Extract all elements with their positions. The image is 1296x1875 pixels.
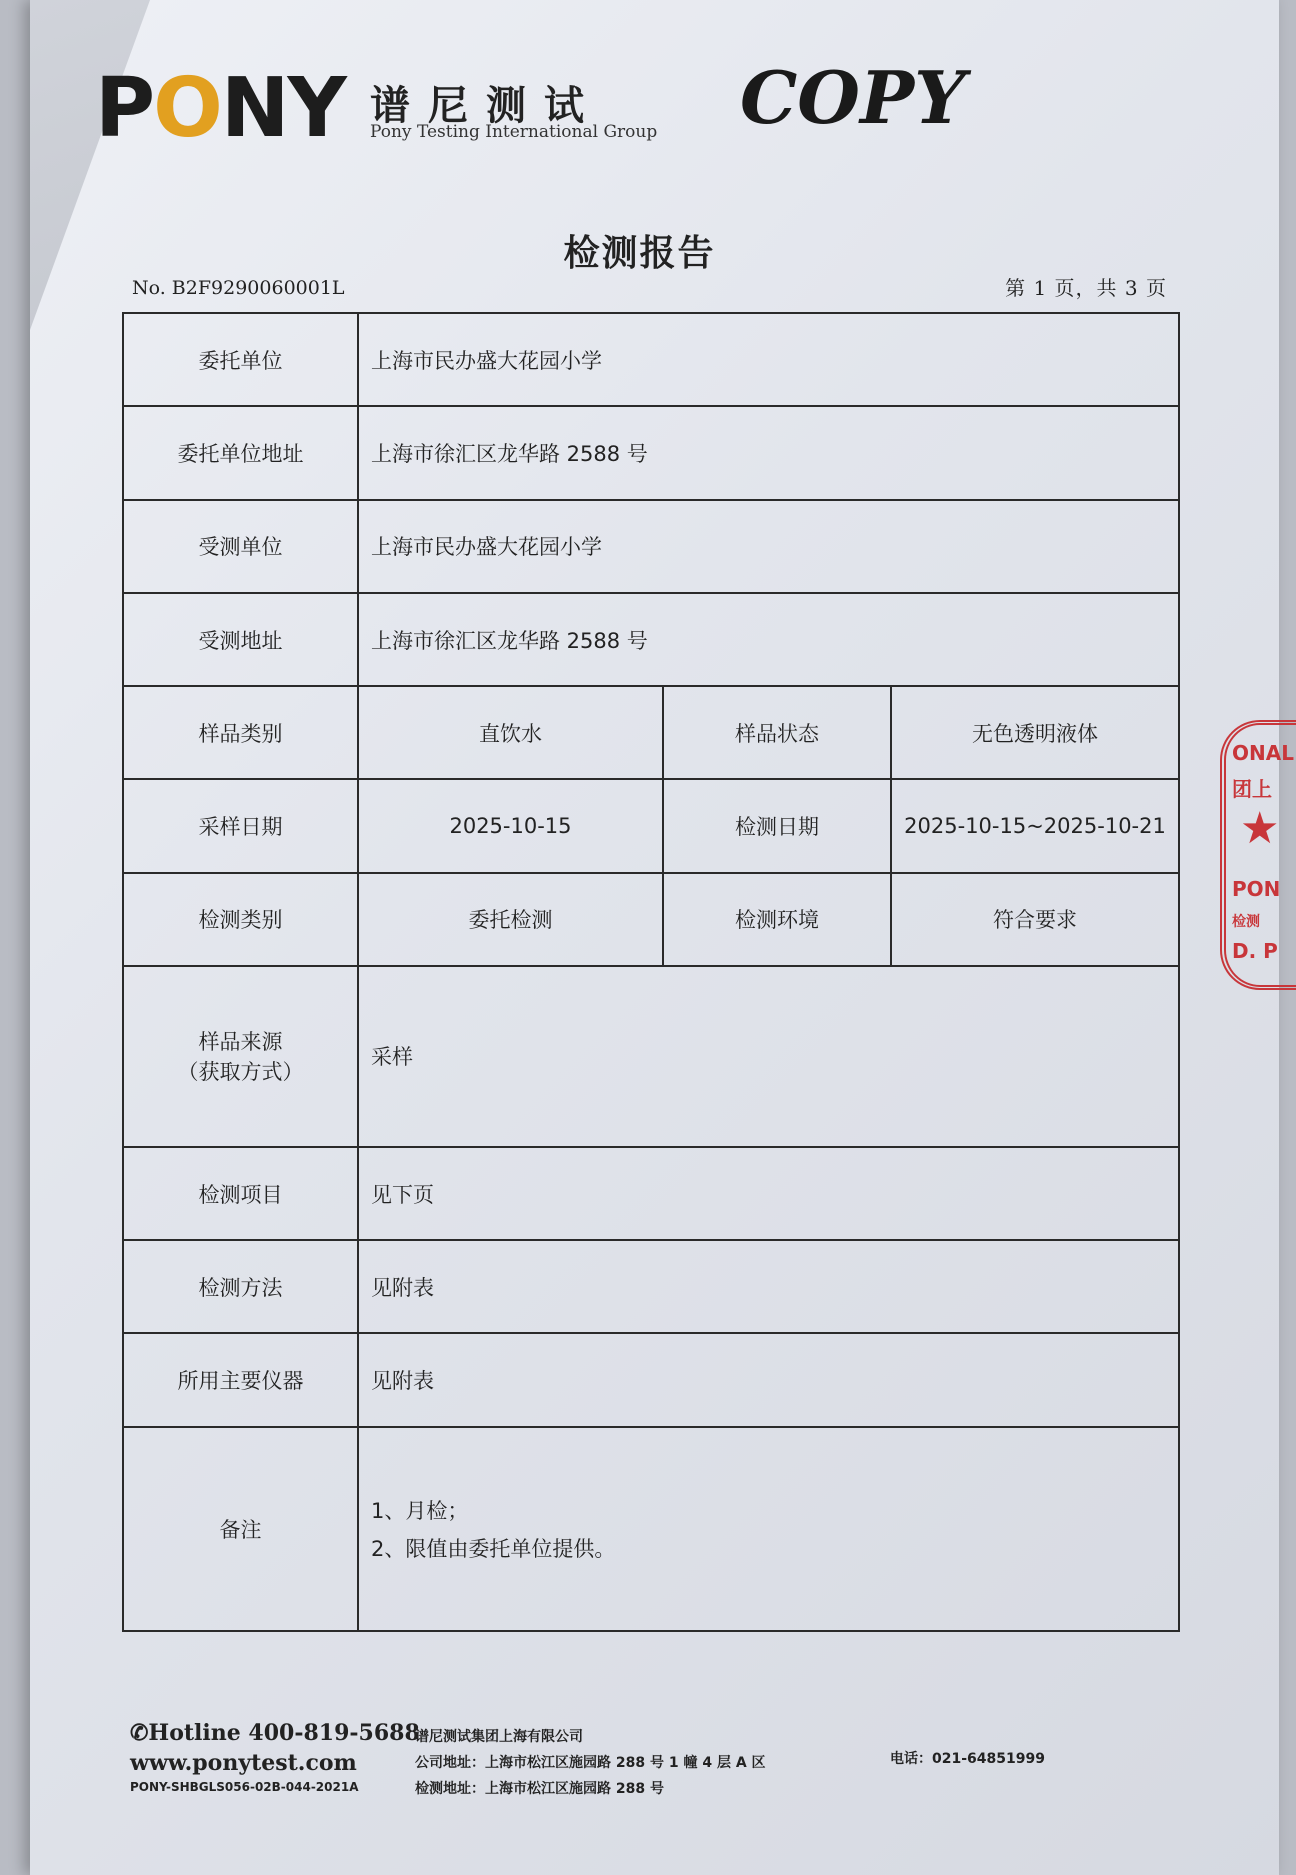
report-info-table bbox=[122, 312, 1180, 1632]
table-row bbox=[123, 1240, 1179, 1333]
page-indicator: 第 1 页，共 3 页 bbox=[1005, 276, 1167, 300]
copy-mark: COPY bbox=[740, 55, 966, 140]
remarks-line1: 1、月检； bbox=[371, 1498, 469, 1523]
table-row bbox=[123, 686, 1179, 779]
stamp-text-3: PON bbox=[1232, 877, 1281, 901]
table-row bbox=[123, 779, 1179, 872]
test-date-label: 检测日期 bbox=[663, 779, 891, 872]
test-items-value: 见下页 bbox=[358, 1147, 1179, 1240]
stamp-text-5: D. P bbox=[1232, 939, 1278, 963]
form-code: PONY-SHBGLS056-02B-044-2021A bbox=[130, 1780, 359, 1794]
company-address: 公司地址：上海市松江区施园路 288 号 1 幢 4 层 A 区 bbox=[415, 1755, 766, 1771]
sample-state-label: 样品状态 bbox=[663, 686, 891, 779]
test-environment-value: 符合要求 bbox=[891, 873, 1179, 966]
tested-unit-value: 上海市民办盛大花园小学 bbox=[358, 500, 1179, 593]
sample-source-label bbox=[123, 966, 358, 1147]
table-row bbox=[123, 1147, 1179, 1240]
test-method-label: 检测方法 bbox=[123, 1240, 358, 1333]
website-link[interactable]: www.ponytest.com bbox=[130, 1750, 357, 1776]
test-type-value: 委托检测 bbox=[358, 873, 663, 966]
stamp-text-2: 团上 bbox=[1232, 777, 1272, 801]
sample-source-label-line1: 样品来源 bbox=[198, 1030, 283, 1055]
test-type-label: 检测类别 bbox=[123, 873, 358, 966]
phone-number: 电话：021-64851999 bbox=[890, 1751, 1045, 1767]
sampling-date-label: 采样日期 bbox=[123, 779, 358, 872]
brand-english-name: Pony Testing International Group bbox=[370, 122, 658, 142]
client-label: 委托单位 bbox=[123, 313, 358, 406]
sample-source-label-line2: （获取方式） bbox=[177, 1060, 304, 1085]
instruments-label: 所用主要仪器 bbox=[123, 1333, 358, 1426]
client-address-label: 委托单位地址 bbox=[123, 406, 358, 499]
report-number: No. B2F9290060001L bbox=[132, 277, 345, 299]
test-method-value: 见附表 bbox=[358, 1240, 1179, 1333]
table-row bbox=[123, 313, 1179, 406]
hotline: ✆Hotline 400-819-5688 bbox=[130, 1720, 420, 1746]
sample-category-value: 直饮水 bbox=[358, 686, 663, 779]
document-title: 检测报告 bbox=[563, 233, 716, 274]
test-date-value: 2025-10-15~2025-10-21 bbox=[891, 779, 1179, 872]
table-row bbox=[123, 500, 1179, 593]
red-seal-stamp bbox=[1220, 720, 1296, 990]
sample-category-label: 样品类别 bbox=[123, 686, 358, 779]
remarks-line2: 2、限值由委托单位提供。 bbox=[371, 1536, 616, 1561]
client-address-value: 上海市徐汇区龙华路 2588 号 bbox=[358, 406, 1179, 499]
test-address: 检测地址：上海市松江区施园路 288 号 bbox=[415, 1781, 664, 1797]
sample-state-value: 无色透明液体 bbox=[891, 686, 1179, 779]
table-row bbox=[123, 873, 1179, 966]
test-environment-label: 检测环境 bbox=[663, 873, 891, 966]
table-row bbox=[123, 406, 1179, 499]
brand-chinese-name: 谱尼测试 bbox=[370, 83, 602, 129]
table-row bbox=[123, 1427, 1179, 1631]
instruments-value: 见附表 bbox=[358, 1333, 1179, 1426]
table-row bbox=[123, 966, 1179, 1147]
table-row bbox=[123, 593, 1179, 686]
stamp-text-4: 检测 bbox=[1232, 914, 1260, 930]
client-value: 上海市民办盛大花园小学 bbox=[358, 313, 1179, 406]
table-row bbox=[123, 1333, 1179, 1426]
sampling-date-value: 2025-10-15 bbox=[358, 779, 663, 872]
pony-logo: PONY bbox=[95, 61, 345, 156]
test-items-label: 检测项目 bbox=[123, 1147, 358, 1240]
remarks-label: 备注 bbox=[123, 1427, 358, 1631]
star-icon: ★ bbox=[1240, 803, 1280, 854]
tested-address-value: 上海市徐汇区龙华路 2588 号 bbox=[358, 593, 1179, 686]
tested-address-label: 受测地址 bbox=[123, 593, 358, 686]
tested-unit-label: 受测单位 bbox=[123, 500, 358, 593]
sample-source-value: 采样 bbox=[358, 966, 1179, 1147]
remarks-value bbox=[358, 1427, 1179, 1631]
stamp-text-1: ONAL bbox=[1232, 741, 1294, 765]
company-name: 谱尼测试集团上海有限公司 bbox=[415, 1729, 583, 1745]
